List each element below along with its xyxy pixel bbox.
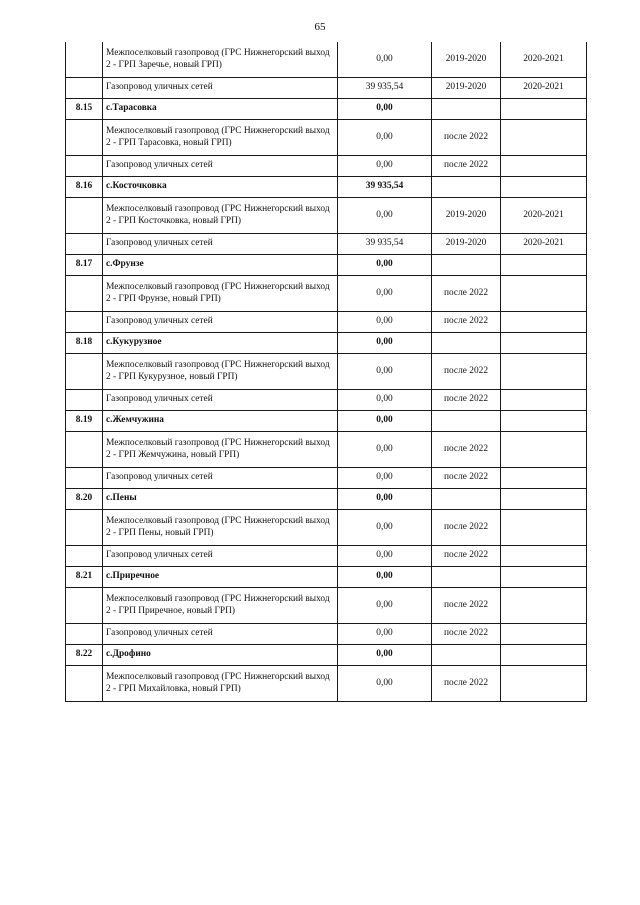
row-end-period — [501, 99, 587, 120]
row-number: 8.18 — [66, 333, 103, 354]
row-end-period: 2020-2021 — [501, 42, 587, 78]
table-row — [66, 276, 587, 312]
settlement-row — [66, 489, 587, 510]
row-name: с.Кукурузное — [103, 333, 338, 354]
row-end-period — [501, 510, 587, 546]
row-name: Газопровод уличных сетей — [103, 312, 338, 333]
row-name: Межпоселковый газопровод (ГРС Нижнегорский выход 2 - ГРП Косточковка, новый ГРП) — [103, 198, 338, 234]
row-end-period — [501, 255, 587, 276]
row-start-period — [432, 99, 501, 120]
row-value: 0,00 — [338, 99, 432, 120]
row-end-period — [501, 354, 587, 390]
settlement-row — [66, 567, 587, 588]
row-end-period — [501, 432, 587, 468]
row-number — [66, 276, 103, 312]
row-name: Межпоселковый газопровод (ГРС Нижнегорский выход 2 - ГРП Тарасовка, новый ГРП) — [103, 120, 338, 156]
row-end-period: 2020-2021 — [501, 198, 587, 234]
row-number — [66, 78, 103, 99]
row-end-period — [501, 276, 587, 312]
row-start-period: после 2022 — [432, 468, 501, 489]
row-value: 0,00 — [338, 588, 432, 624]
row-end-period — [501, 390, 587, 411]
row-start-period — [432, 567, 501, 588]
row-end-period — [501, 312, 587, 333]
row-start-period: после 2022 — [432, 588, 501, 624]
row-start-period: после 2022 — [432, 312, 501, 333]
row-name: с.Жемчужина — [103, 411, 338, 432]
settlement-row — [66, 99, 587, 120]
table-row — [66, 156, 587, 177]
row-number — [66, 156, 103, 177]
row-start-period: 2019-2020 — [432, 78, 501, 99]
settlement-row — [66, 411, 587, 432]
row-name: Газопровод уличных сетей — [103, 468, 338, 489]
row-start-period: после 2022 — [432, 666, 501, 702]
row-start-period — [432, 177, 501, 198]
row-start-period: после 2022 — [432, 510, 501, 546]
row-end-period — [501, 411, 587, 432]
row-number: 8.20 — [66, 489, 103, 510]
row-name: с.Фрунзе — [103, 255, 338, 276]
row-start-period: после 2022 — [432, 120, 501, 156]
row-number: 8.15 — [66, 99, 103, 120]
row-number: 8.19 — [66, 411, 103, 432]
row-start-period: после 2022 — [432, 432, 501, 468]
row-value: 0,00 — [338, 645, 432, 666]
table-row — [66, 78, 587, 99]
row-start-period — [432, 411, 501, 432]
table-body — [66, 42, 587, 702]
row-value: 0,00 — [338, 546, 432, 567]
row-value: 0,00 — [338, 120, 432, 156]
row-start-period: после 2022 — [432, 546, 501, 567]
row-number: 8.17 — [66, 255, 103, 276]
row-number — [66, 588, 103, 624]
row-name: с.Косточковка — [103, 177, 338, 198]
row-number: 8.21 — [66, 567, 103, 588]
table-row — [66, 234, 587, 255]
row-value: 0,00 — [338, 666, 432, 702]
settlement-row — [66, 333, 587, 354]
row-name: Межпоселковый газопровод (ГРС Нижнегорский выход 2 - ГРП Фрунзе, новый ГРП) — [103, 276, 338, 312]
row-start-period: после 2022 — [432, 354, 501, 390]
row-name: Межпоселковый газопровод (ГРС Нижнегорский выход 2 - ГРП Приречное, новый ГРП) — [103, 588, 338, 624]
row-value: 0,00 — [338, 510, 432, 546]
table-row — [66, 510, 587, 546]
row-end-period — [501, 489, 587, 510]
row-value: 0,00 — [338, 390, 432, 411]
row-end-period — [501, 567, 587, 588]
row-value: 0,00 — [338, 255, 432, 276]
row-end-period — [501, 666, 587, 702]
row-value: 0,00 — [338, 198, 432, 234]
row-name: с.Тарасовка — [103, 99, 338, 120]
row-value: 39 935,54 — [338, 78, 432, 99]
row-number — [66, 120, 103, 156]
row-name: Межпоселковый газопровод (ГРС Нижнегорский выход 2 - ГРП Михайловка, новый ГРП) — [103, 666, 338, 702]
row-value: 0,00 — [338, 468, 432, 489]
row-end-period — [501, 546, 587, 567]
row-end-period: 2020-2021 — [501, 78, 587, 99]
row-number — [66, 510, 103, 546]
row-start-period — [432, 645, 501, 666]
table-row — [66, 624, 587, 645]
row-number: 8.16 — [66, 177, 103, 198]
table-row — [66, 432, 587, 468]
row-end-period — [501, 177, 587, 198]
row-end-period — [501, 333, 587, 354]
row-end-period — [501, 156, 587, 177]
row-name: Газопровод уличных сетей — [103, 78, 338, 99]
row-number: 8.22 — [66, 645, 103, 666]
row-number — [66, 42, 103, 78]
row-name: с.Приречное — [103, 567, 338, 588]
row-name: Газопровод уличных сетей — [103, 156, 338, 177]
row-value: 0,00 — [338, 432, 432, 468]
row-number — [66, 666, 103, 702]
table-row — [66, 390, 587, 411]
row-name: Межпоселковый газопровод (ГРС Нижнегорский выход 2 - ГРП Жемчужина, новый ГРП) — [103, 432, 338, 468]
table-row — [66, 666, 587, 702]
row-value: 0,00 — [338, 411, 432, 432]
settlement-row — [66, 255, 587, 276]
row-start-period: после 2022 — [432, 624, 501, 645]
row-value: 39 935,54 — [338, 177, 432, 198]
row-name: Межпоселковый газопровод (ГРС Нижнегорский выход 2 - ГРП Пены, новый ГРП) — [103, 510, 338, 546]
table-row — [66, 354, 587, 390]
row-start-period — [432, 333, 501, 354]
row-number — [66, 468, 103, 489]
table-row — [66, 546, 587, 567]
settlement-row — [66, 645, 587, 666]
row-end-period: 2020-2021 — [501, 234, 587, 255]
row-name: Газопровод уличных сетей — [103, 624, 338, 645]
row-value: 0,00 — [338, 624, 432, 645]
row-start-period: после 2022 — [432, 390, 501, 411]
row-start-period: 2019-2020 — [432, 234, 501, 255]
row-end-period — [501, 588, 587, 624]
table-row — [66, 312, 587, 333]
row-name: Газопровод уличных сетей — [103, 546, 338, 567]
row-end-period — [501, 624, 587, 645]
table-row — [66, 42, 587, 78]
table-row — [66, 588, 587, 624]
row-value: 39 935,54 — [338, 234, 432, 255]
row-name: Газопровод уличных сетей — [103, 234, 338, 255]
row-start-period — [432, 489, 501, 510]
row-start-period: 2019-2020 — [432, 42, 501, 78]
gas-pipeline-table — [65, 42, 587, 702]
row-value: 0,00 — [338, 489, 432, 510]
row-number — [66, 432, 103, 468]
row-number — [66, 234, 103, 255]
row-number — [66, 198, 103, 234]
row-number — [66, 390, 103, 411]
settlement-row — [66, 177, 587, 198]
row-value: 0,00 — [338, 333, 432, 354]
row-name: Межпоселковый газопровод (ГРС Нижнегорский выход 2 - ГРП Кукурузное, новый ГРП) — [103, 354, 338, 390]
row-value: 0,00 — [338, 312, 432, 333]
row-end-period — [501, 645, 587, 666]
row-number — [66, 624, 103, 645]
row-name: с.Дрофино — [103, 645, 338, 666]
row-start-period: 2019-2020 — [432, 198, 501, 234]
row-name: Газопровод уличных сетей — [103, 390, 338, 411]
row-value: 0,00 — [338, 354, 432, 390]
row-value: 0,00 — [338, 276, 432, 312]
page-number: 65 — [314, 21, 326, 33]
table-row — [66, 468, 587, 489]
row-start-period: после 2022 — [432, 156, 501, 177]
row-value: 0,00 — [338, 42, 432, 78]
row-name: Межпоселковый газопровод (ГРС Нижнегорский выход 2 - ГРП Заречье, новый ГРП) — [103, 42, 338, 78]
row-value: 0,00 — [338, 567, 432, 588]
row-end-period — [501, 120, 587, 156]
row-name: с.Пены — [103, 489, 338, 510]
row-start-period: после 2022 — [432, 276, 501, 312]
table-row — [66, 198, 587, 234]
row-number — [66, 312, 103, 333]
row-value: 0,00 — [338, 156, 432, 177]
row-start-period — [432, 255, 501, 276]
table-row — [66, 120, 587, 156]
row-number — [66, 354, 103, 390]
row-number — [66, 546, 103, 567]
row-end-period — [501, 468, 587, 489]
